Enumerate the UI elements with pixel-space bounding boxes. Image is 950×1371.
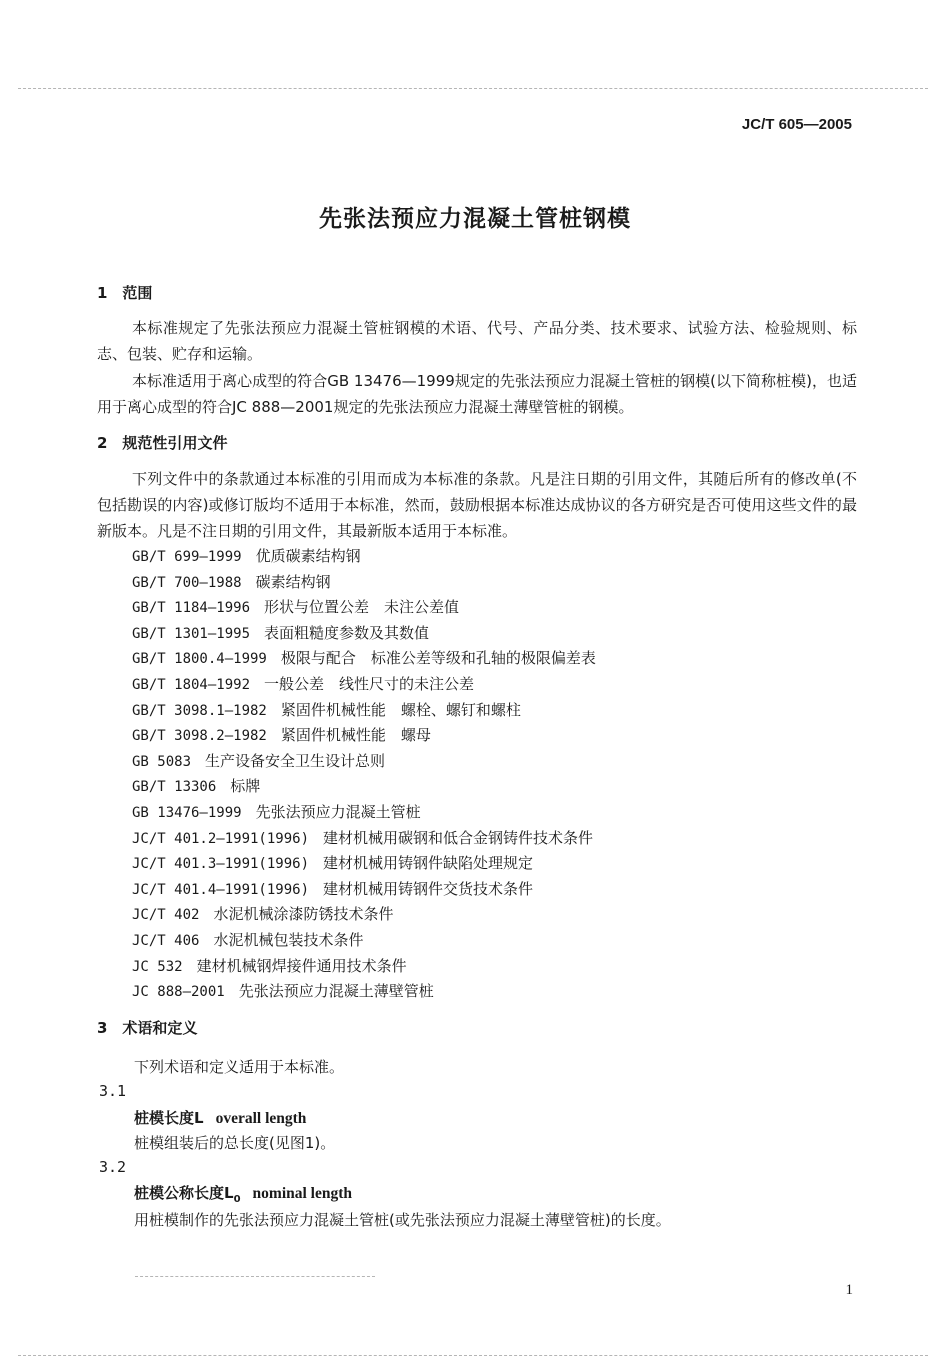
term-symbol-subscript: 0 [233,1194,241,1205]
reference-code: GB/T 1800.4—1999 [132,651,267,668]
reference-code: JC 888—2001 [132,984,225,1001]
section-2-heading: 2 规范性引用文件 [97,434,228,452]
document-code: JC/T 605—2005 [741,116,852,133]
reference-code: GB/T 1804—1992 [132,676,251,693]
reference-code: GB 13476—1999 [132,804,242,821]
reference-item [132,800,596,826]
reference-item [132,749,596,775]
term-definition: 桩模组装后的总长度(见图1)。 [134,1134,336,1152]
section-3-heading: 3 术语和定义 [97,1019,198,1037]
reference-title: 形状与位置公差 未注公差值 [264,598,460,617]
reference-title: 表面粗糙度参数及其数值 [264,623,430,642]
reference-code: GB 5083 [132,753,192,770]
reference-item [132,646,596,672]
reference-code: JC/T 401.2—1991(1996) [132,830,310,847]
term-heading [134,1182,352,1205]
section-3-intro: 下列术语和定义适用于本标准。 [134,1058,345,1076]
reference-item [132,621,596,647]
reference-code: GB/T 699—1999 [132,549,242,565]
term-symbol: L [224,1184,234,1202]
reference-code: GB/T 3098.2—1982 [132,728,267,745]
reference-code: GB/T 1184—1996 [132,600,251,617]
reference-item [132,826,596,852]
reference-item [132,723,596,749]
faint-rule [135,1276,375,1277]
clause-number: 3.2 [99,1158,127,1176]
reference-item [132,902,596,928]
section-2-paragraph: 下列文件中的条款通过本标准的引用而成为本标准的条款。凡是注日期的引用文件，其随后所有的修改单(不包括勘误的内容)或修订版均不适用于本标准，然而，鼓励根据本标准达成协议的各方研究是否可使用这些文件的最新版本。凡是不注日期的引用文件，其最新版本适用于本标准。 [97,470,857,540]
reference-code: JC 532 [132,958,183,975]
reference-title: 紧固件机械性能 螺栓、螺钉和螺柱 [280,700,521,719]
reference-code: JC/T 401.4—1991(1996) [132,881,310,898]
reference-item [132,877,596,903]
clause-number: 3.1 [99,1082,127,1100]
term-name-en: nominal length [252,1185,353,1202]
reference-title: 紧固件机械性能 螺母 [280,726,431,745]
reference-code: JC/T 402 [132,907,200,924]
reference-code: JC/T 401.3—1991(1996) [132,856,310,873]
term-name-cn: 桩模长度 [134,1109,195,1127]
reference-title: 水泥机械包装技术条件 [213,930,364,949]
reference-item [132,979,596,1005]
reference-title: 极限与配合 标准公差等级和孔轴的极限偏差表 [280,649,596,668]
reference-title: 先张法预应力混凝土薄壁管桩 [238,982,434,1001]
reference-item [132,851,596,877]
reference-item [132,544,596,570]
term-definition: 用桩模制作的先张法预应力混凝土管桩(或先张法预应力混凝土薄壁管桩)的长度。 [134,1211,671,1229]
reference-code: GB/T 13306 [132,779,217,796]
term-symbol: L [194,1109,204,1127]
reference-item [132,595,596,621]
normative-reference-list [132,544,596,1005]
term-heading [134,1107,306,1128]
reference-title: 优质碳素结构钢 [255,547,361,565]
page-number: 1 [845,1282,853,1298]
reference-title: 建材机械用铸钢件缺陷处理规定 [323,854,534,873]
reference-code: JC/T 406 [132,932,200,949]
reference-title: 先张法预应力混凝土管桩 [255,802,421,821]
reference-title: 建材机械钢焊接件通用技术条件 [196,956,407,975]
document-title: 先张法预应力混凝土管桩钢模 [319,206,631,232]
reference-title: 标牌 [230,777,261,796]
section-1-paragraph-1: 本标准规定了先张法预应力混凝土管桩钢模的术语、代号、产品分类、技术要求、试验方法、检验规则、标志、包装、贮存和运输。 [97,319,857,363]
reference-code: GB/T 1301—1995 [132,625,251,642]
reference-title: 水泥机械涂漆防锈技术条件 [213,905,394,924]
reference-item [132,954,596,980]
reference-title: 一般公差 线性尺寸的未注公差 [264,674,475,693]
term-name-cn: 桩模公称长度 [134,1184,225,1202]
reference-code: GB/T 3098.1—1982 [132,702,267,719]
reference-title: 建材机械用铸钢件交货技术条件 [323,879,534,898]
reference-title: 生产设备安全卫生设计总则 [205,751,386,770]
reference-item [132,672,596,698]
reference-item [132,928,596,954]
reference-code: GB/T 700—1988 [132,574,242,591]
top-scan-edge [18,88,928,89]
bottom-scan-edge [18,1355,928,1356]
reference-title: 碳素结构钢 [255,572,331,591]
section-1-paragraph-2: 本标准适用于离心成型的符合GB 13476—1999规定的先张法预应力混凝土管桩的钢模(以下简称桩模)，也适用于离心成型的符合JC 888—2001规定的先张法预应力混凝土薄壁管桩的钢模。 [97,372,857,416]
reference-item [132,698,596,724]
term-name-en: overall length [215,1110,307,1127]
reference-item [132,774,596,800]
section-1-heading: 1 范围 [97,284,153,302]
reference-item [132,570,596,596]
reference-title: 建材机械用碳钢和低合金钢铸件技术条件 [323,828,594,847]
